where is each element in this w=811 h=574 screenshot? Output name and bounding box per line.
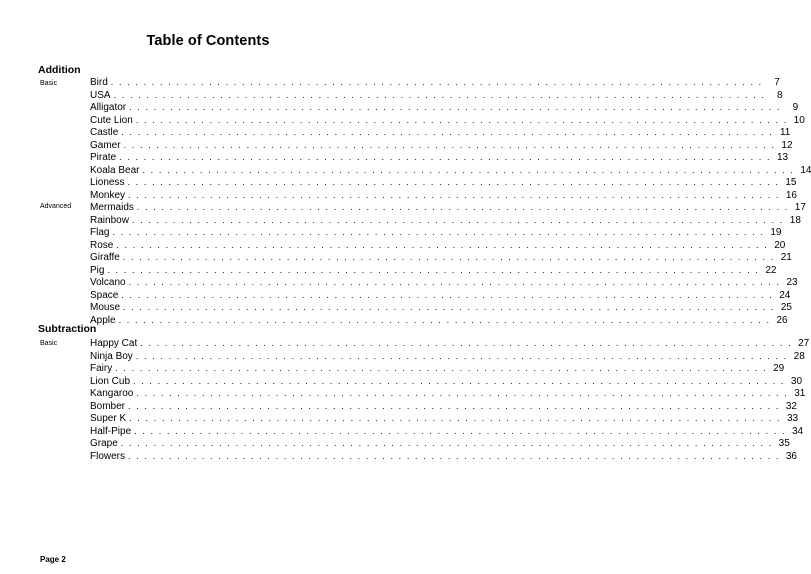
toc-entry-title: Kangaroo xyxy=(90,388,134,400)
dot-leader: . . . . . . . . . . . . . . . . . . . . . . . . . . . . . . . . . . . . . . . . . . . . . . . . . . . . . . . . . . . . . . . . . . . . . . . . . . . . . . . . xyxy=(129,413,782,424)
toc-entry xyxy=(90,264,777,276)
toc-entry-title: Apple xyxy=(90,314,116,326)
toc-entry-page: 16 xyxy=(785,189,797,201)
dot-leader: . . . . . . . . . . . . . . . . . . . . . . . . . . . . . . . . . . . . . . . . . . . . . . . . . . . . . . . . . . . . . . . . . . . . . . . . . . . . . . . . xyxy=(118,314,771,325)
toc-entry xyxy=(90,289,791,301)
toc-entry xyxy=(90,337,810,349)
toc-entry-title: Bomber xyxy=(90,400,126,412)
dot-leader: . . . . . . . . . . . . . . . . . . . . . . . . . . . . . . . . . . . . . . . . . . . . . . . . . . . . . . . . . . . . . . . . . . . . . . . . . . . . . . . . xyxy=(136,202,789,212)
toc-entry-title: Volcano xyxy=(90,277,126,289)
page-title: Table of Contents xyxy=(146,33,270,49)
toc-entry-title: Pirate xyxy=(90,152,117,164)
dot-leader: . . . . . . . . . . . . . . . . . . . . . . . . . . . . . . . . . . . . . . . . . . . . . . . . . . . . . . . . . . . . . . . . . . . . . . . . . . . . . . . . xyxy=(110,77,763,87)
toc-entry xyxy=(90,101,799,114)
toc-entry-page: 25 xyxy=(780,302,792,314)
toc-entry xyxy=(90,437,790,450)
dot-leader: . . . . . . . . . . . . . . . . . . . . . . . . . . . . . . . . . . . . . . . . . . . . . . . . . . . . . . . . . . . . . . . . . . . . . . . . . . . . . . . . xyxy=(121,289,774,300)
dot-leader: . . . . . . . . . . . . . . . . . . . . . . . . . . . . . . . . . . . . . . . . . . . . . . . . . . . . . . . . . . . . . . . . . . . . . . . . . . . . . . . . xyxy=(131,214,784,225)
toc-entry-title: Super K xyxy=(90,413,127,425)
toc-entry-title: Happy Cat xyxy=(90,338,138,349)
dot-leader: . . . . . . . . . . . . . . . . . . . . . . . . . . . . . . . . . . . . . . . . . . . . . . . . . . . . . . . . . . . . . . . . . . . . . . . . . . . . . . . . xyxy=(120,438,773,449)
dot-leader: . . . . . . . . . . . . . . . . . . . . . . . . . . . . . . . . . . . . . . . . . . . . . . . . . . . . . . . . . . . . . . . . . . . . . . . . . . . . . . . . xyxy=(129,102,782,113)
toc-entry-page: 36 xyxy=(785,450,797,462)
toc-entry-title: Koala Bear xyxy=(90,164,140,176)
toc-entry-title: Rainbow xyxy=(90,214,129,226)
toc-entry xyxy=(90,164,811,176)
toc-entry-page: 26 xyxy=(776,314,788,326)
toc-entry-page: 29 xyxy=(773,363,785,375)
toc-entry xyxy=(90,314,788,326)
toc-entry xyxy=(90,176,797,189)
dot-leader: . . . . . . . . . . . . . . . . . . . . . . . . . . . . . . . . . . . . . . . . . . . . . . . . . . . . . . . . . . . . . . . . . . . . . . . . . . . . . . . . xyxy=(107,264,760,275)
toc-entry-title: Monkey xyxy=(90,189,126,201)
toc-entry-title: Half-Pipe xyxy=(90,425,132,437)
toc-entry-page: 9 xyxy=(792,102,799,114)
toc-entry-page: 30 xyxy=(790,375,803,387)
page-number: Page 2 xyxy=(40,555,66,564)
dot-leader: . . . . . . . . . . . . . . . . . . . . . . . . . . . . . . . . . . . . . . . . . . . . . . . . . . . . . . . . . . . . . . . . . . . . . . . . . . . . . . . . xyxy=(121,127,774,138)
toc-entry-page: 20 xyxy=(774,239,786,251)
toc-entry xyxy=(90,276,798,289)
toc-entry-title: Lioness xyxy=(90,177,125,189)
toc-entry-title: Space xyxy=(90,289,119,301)
toc-entry-page: 33 xyxy=(787,413,799,425)
toc-entry-page: 17 xyxy=(794,202,806,213)
toc-entry-title: Giraffe xyxy=(90,252,120,264)
dot-leader: . . . . . . . . . . . . . . . . . . . . . . . . . . . . . . . . . . . . . . . . . . . . . . . . . . . . . . . . . . . . . . . . . . . . . . . . . . . . . . . . xyxy=(135,114,788,125)
toc-entry xyxy=(90,226,782,239)
toc-entry xyxy=(90,251,792,264)
toc-entry xyxy=(90,189,797,201)
toc-entry xyxy=(90,126,791,139)
toc-entry-title: Ninja Boy xyxy=(90,350,133,362)
section-heading-subtraction: Subtraction xyxy=(38,323,97,335)
toc-entry-page: 22 xyxy=(765,264,777,276)
toc-entry-title: Bird xyxy=(90,77,108,88)
dot-leader: . . . . . . . . . . . . . . . . . . . . . . . . . . . . . . . . . . . . . . . . . . . . . . . . . . . . . . . . . . . . . . . . . . . . . . . . . . . . . . . . xyxy=(128,400,780,411)
toc-entry-page: 27 xyxy=(798,338,810,349)
dot-leader: . . . . . . . . . . . . . . . . . . . . . . . . . . . . . . . . . . . . . . . . . . . . . . . . . . . . . . . . . . . . . . . . . . . . . . . . . . . . . . . . xyxy=(122,252,775,263)
toc-entry-title: Lion Cub xyxy=(90,375,131,387)
dot-leader: . . . . . . . . . . . . . . . . . . . . . . . . . . . . . . . . . . . . . . . . . . . . . . . . . . . . . . . . . . . . . . . . . . . . . . . . . . . . . . . . xyxy=(116,239,769,250)
dot-leader: . . . . . . . . . . . . . . . . . . . . . . . . . . . . . . . . . . . . . . . . . . . . . . . . . . . . . . . . . . . . . . . . . . . . . . . . . . . . . . . . xyxy=(119,152,772,163)
toc-entry xyxy=(90,201,806,213)
toc-entry-title: Mermaids xyxy=(90,202,134,213)
toc-entry xyxy=(90,89,783,101)
toc-entry-title: USA xyxy=(90,89,111,101)
toc-entry xyxy=(90,412,799,425)
toc-entry xyxy=(90,301,792,314)
toc-entry-page: 31 xyxy=(794,388,806,400)
toc-entry-page: 13 xyxy=(776,152,789,164)
toc-entry xyxy=(90,139,793,151)
dot-leader: . . . . . . . . . . . . . . . . . . . . . . . . . . . . . . . . . . . . . . . . . . . . . . . . . . . . . . . . . . . . . . . . . . . . . . . . . . . . . . . . xyxy=(134,425,787,436)
toc-entry-page: 11 xyxy=(779,127,791,139)
toc-entry-page: 10 xyxy=(793,114,805,126)
dot-leader: . . . . . . . . . . . . . . . . . . . . . . . . . . . . . . . . . . . . . . . . . . . . . . . . . . . . . . . . . . . . . . . . . . . . . . . . . . . . . . . . xyxy=(123,302,775,313)
toc-entry xyxy=(90,76,780,88)
toc-entry-page: 34 xyxy=(792,425,804,437)
toc-entry-title: Flowers xyxy=(90,450,126,462)
dot-leader: . . . . . . . . . . . . . . . . . . . . . . . . . . . . . . . . . . . . . . . . . . . . . . . . . . . . . . . . . . . . . . . . . . . . . . . . . . . . . . . . xyxy=(127,177,780,188)
toc-entry-page: 12 xyxy=(781,139,793,151)
toc-entry-title: Rose xyxy=(90,239,114,251)
toc-entry xyxy=(90,214,801,226)
dot-leader: . . . . . . . . . . . . . . . . . . . . . . . . . . . . . . . . . . . . . . . . . . . . . . . . . . . . . . . . . . . . . . . . . . . . . . . . . . . . . . . . xyxy=(133,375,786,386)
toc-entry xyxy=(90,151,789,164)
toc-entry-title: Grape xyxy=(90,438,118,450)
dot-leader: . . . . . . . . . . . . . . . . . . . . . . . . . . . . . . . . . . . . . . . . . . . . . . . . . . . . . . . . . . . . . . . . . . . . . . . . . . . . . . . . xyxy=(113,89,766,100)
dot-leader: . . . . . . . . . . . . . . . . . . . . . . . . . . . . . . . . . . . . . . . . . . . . . . . . . . . . . . . . . . . . . . . . . . . . . . . . . . . . . . . . xyxy=(140,338,793,348)
toc-entry xyxy=(90,450,797,462)
toc-entry-title: Cute Lion xyxy=(90,114,133,126)
toc-entry xyxy=(90,239,786,251)
toc-entry-page: 8 xyxy=(776,89,783,101)
toc-entry-page: 35 xyxy=(778,438,790,450)
toc-entry-page: 15 xyxy=(785,177,797,189)
dot-leader: . . . . . . . . . . . . . . . . . . . . . . . . . . . . . . . . . . . . . . . . . . . . . . . . . . . . . . . . . . . . . . . . . . . . . . . . . . . . . . . . xyxy=(128,450,780,461)
toc-entry-page: 7 xyxy=(774,77,780,88)
toc-entry xyxy=(90,400,797,412)
toc-entry-title: Flag xyxy=(90,227,110,239)
toc-entry xyxy=(90,425,804,437)
group-label-basic: Basic xyxy=(40,340,58,347)
toc-entry-page: 21 xyxy=(780,252,792,264)
toc-entry xyxy=(90,350,805,362)
dot-leader: . . . . . . . . . . . . . . . . . . . . . . . . . . . . . . . . . . . . . . . . . . . . . . . . . . . . . . . . . . . . . . . . . . . . . . . . . . . . . . . . xyxy=(128,277,781,288)
toc-entry-title: Alligator xyxy=(90,102,127,114)
toc-entry-page: 19 xyxy=(770,227,782,239)
toc-entry-page: 24 xyxy=(779,289,791,301)
group-label-basic: Basic xyxy=(40,80,58,87)
toc-entry-page: 23 xyxy=(786,277,798,289)
dot-leader: . . . . . . . . . . . . . . . . . . . . . . . . . . . . . . . . . . . . . . . . . . . . . . . . . . . . . . . . . . . . . . . . . . . . . . . . . . . . . . . . xyxy=(112,227,765,238)
dot-leader: . . . . . . . . . . . . . . . . . . . . . . . . . . . . . . . . . . . . . . . . . . . . . . . . . . . . . . . . . . . . . . . . . . . . . . . . . . . . . . . . xyxy=(128,189,780,200)
group-label-advanced: Advanced xyxy=(40,203,72,210)
dot-leader: . . . . . . . . . . . . . . . . . . . . . . . . . . . . . . . . . . . . . . . . . . . . . . . . . . . . . . . . . . . . . . . . . . . . . . . . . . . . . . . . xyxy=(135,350,788,361)
toc-entry xyxy=(90,375,803,387)
toc-entry xyxy=(90,387,806,400)
toc-entry-title: Fairy xyxy=(90,363,113,375)
toc-entry-title: Pig xyxy=(90,264,105,276)
toc-entry-title: Mouse xyxy=(90,302,121,314)
toc-entry xyxy=(90,114,805,126)
toc-entry-page: 14 xyxy=(800,164,811,176)
dot-leader: . . . . . . . . . . . . . . . . . . . . . . . . . . . . . . . . . . . . . . . . . . . . . . . . . . . . . . . . . . . . . . . . . . . . . . . . . . . . . . . . xyxy=(123,139,776,150)
dot-leader: . . . . . . . . . . . . . . . . . . . . . . . . . . . . . . . . . . . . . . . . . . . . . . . . . . . . . . . . . . . . . . . . . . . . . . . . . . . . . . . . xyxy=(136,388,789,399)
toc-entry xyxy=(90,362,785,375)
toc-entry-title: Gamer xyxy=(90,139,121,151)
dot-leader: . . . . . . . . . . . . . . . . . . . . . . . . . . . . . . . . . . . . . . . . . . . . . . . . . . . . . . . . . . . . . . . . . . . . . . . . . . . . . . . . xyxy=(115,363,768,374)
toc-entry-page: 18 xyxy=(789,214,801,226)
toc-entry-title: Castle xyxy=(90,127,119,139)
dot-leader: . . . . . . . . . . . . . . . . . . . . . . . . . . . . . . . . . . . . . . . . . . . . . . . . . . . . . . . . . . . . . . . . . . . . . . . . . . . . . . . . xyxy=(142,164,795,175)
toc-entry-page: 32 xyxy=(785,400,797,412)
section-heading-addition: Addition xyxy=(38,64,81,76)
toc-entry-page: 28 xyxy=(793,350,805,362)
